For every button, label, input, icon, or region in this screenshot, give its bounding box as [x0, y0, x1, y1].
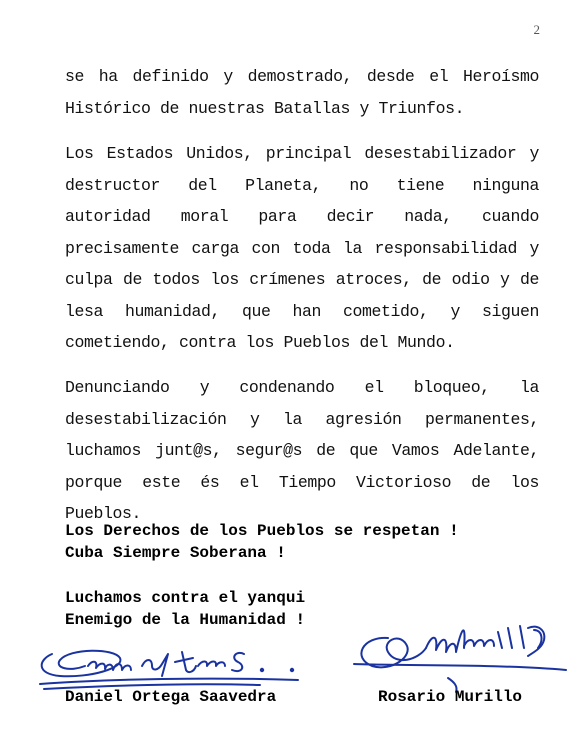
slogan-cuba-sovereign: Cuba Siempre Soberana ! [65, 544, 286, 562]
slogan-fight-yanqui: Luchamos contra el yanqui [65, 589, 306, 607]
slogan-rights-of-peoples: Los Derechos de los Pueblos se respetan ! [65, 522, 459, 540]
paragraph-denouncing-blockade: Denunciando y condenando el bloqueo, la desestabilización y la agresión permanentes, luchamos junt@s, segur@s de que Vamos Adelante, porque este és el Tiempo Victorioso de los Pueblos. [65, 378, 539, 523]
slogan-enemy-of-humanity: Enemigo de la Humanidad ! [65, 611, 306, 629]
paragraph-heroism: se ha definido y demostrado, desde el Heroísmo Histórico de nuestras Batallas y Triunfos. [65, 67, 539, 118]
signatory-name-daniel-ortega: Daniel Ortega Saavedra [65, 688, 277, 706]
signature-rosario-murillo [348, 608, 573, 698]
page-number: 2 [533, 22, 540, 37]
signatory-name-rosario-murillo: Rosario Murillo [378, 688, 523, 706]
paragraph-united-states: Los Estados Unidos, principal desestabilizador y destructor del Planeta, no tiene ninguna autoridad moral para decir nada, cuando precisamente carga con toda la responsabilidad y culpa de todos los crímenes atroces, de odio y de lesa humanidad, que han cometido, y siguen cometiendo, contra los Pueblos del Mundo. [65, 144, 539, 352]
signature-daniel-ortega [30, 632, 300, 692]
